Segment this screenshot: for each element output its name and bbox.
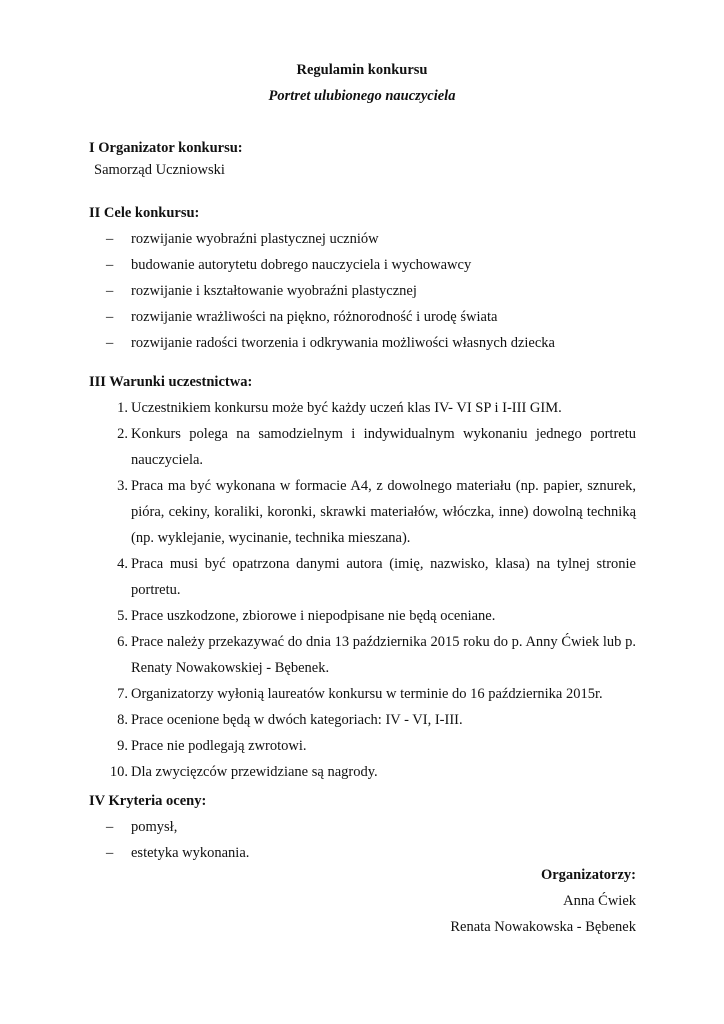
list-item bbox=[106, 759, 636, 785]
condition-text: Praca ma być wykonana w formacie A4, z dowolnego materiału (np. papier, sznurek, pióra, cekiny, koraliki, koronki, skrawki materiałów, włóczka, inne) dowolną techniką (np. wyklejanie, wycinanie, technika mieszana). bbox=[131, 478, 636, 546]
goal-text: rozwijanie wrażliwości na piękno, różnorodność i urodę świata bbox=[131, 309, 498, 325]
item-number: 1. bbox=[117, 400, 128, 416]
goal-text: rozwijanie radości tworzenia i odkrywania możliwości własnych dziecka bbox=[131, 335, 555, 351]
item-number: 9. bbox=[117, 738, 128, 754]
dash-bullet: – bbox=[106, 335, 114, 351]
organizer-name: Samorząd Uczniowski bbox=[94, 162, 225, 178]
dash-bullet: – bbox=[106, 231, 114, 247]
criteria-list bbox=[106, 817, 249, 869]
list-item bbox=[106, 629, 636, 681]
list-item bbox=[106, 229, 555, 255]
condition-text: Prace należy przekazywać do dnia 13 października 2015 roku do p. Anny Ćwiek lub p. Renaty Nowakowskiej - Bębenek. bbox=[131, 634, 636, 676]
criterion-text: estetyka wykonania. bbox=[131, 845, 250, 861]
section-conditions-heading: III Warunki uczestnictwa: bbox=[89, 374, 253, 390]
item-number: 2. bbox=[117, 426, 128, 442]
goal-text: rozwijanie i kształtowanie wyobraźni plastycznej bbox=[131, 283, 417, 299]
section-criteria-heading: IV Kryteria oceny: bbox=[89, 793, 207, 809]
organizer-signature-2: Renata Nowakowska - Bębenek bbox=[450, 919, 636, 935]
organizer-signature-1: Anna Ćwiek bbox=[563, 893, 636, 909]
list-item bbox=[106, 733, 636, 759]
list-item bbox=[106, 603, 636, 629]
list-item bbox=[106, 551, 636, 603]
dash-bullet: – bbox=[106, 845, 114, 861]
condition-text: Prace ocenione będą w dwóch kategoriach: IV - VI, I-III. bbox=[131, 712, 463, 728]
criterion-text: pomysł, bbox=[131, 819, 178, 835]
item-number: 3. bbox=[117, 478, 128, 494]
item-number: 6. bbox=[117, 634, 128, 650]
dash-bullet: – bbox=[106, 819, 114, 835]
condition-text: Konkurs polega na samodzielnym i indywidualnym wykonaniu jednego portretu nauczyciela. bbox=[131, 426, 636, 468]
list-item bbox=[106, 395, 636, 421]
conditions-list bbox=[106, 395, 636, 785]
list-item bbox=[106, 255, 555, 281]
condition-text: Organizatorzy wyłonią laureatów konkursu w terminie do 16 października 2015r. bbox=[131, 686, 603, 702]
list-item bbox=[106, 307, 555, 333]
condition-text: Prace nie podlegają zwrotowi. bbox=[131, 738, 307, 754]
condition-text: Uczestnikiem konkursu może być każdy uczeń klas IV- VI SP i I-III GIM. bbox=[131, 400, 562, 416]
item-number: 8. bbox=[117, 712, 128, 728]
list-item bbox=[106, 473, 636, 551]
section-goals-heading: II Cele konkursu: bbox=[89, 205, 200, 221]
item-number: 4. bbox=[117, 556, 128, 572]
item-number: 5. bbox=[117, 608, 128, 624]
item-number: 7. bbox=[117, 686, 128, 702]
list-item bbox=[106, 421, 636, 473]
condition-text: Dla zwycięzców przewidziane są nagrody. bbox=[131, 764, 378, 780]
goals-list bbox=[106, 229, 555, 359]
document-subtitle: Portret ulubionego nauczyciela bbox=[268, 88, 456, 104]
item-number: 10. bbox=[109, 764, 128, 780]
goal-text: rozwijanie wyobraźni plastycznej uczniów bbox=[131, 231, 379, 247]
list-item bbox=[106, 707, 636, 733]
dash-bullet: – bbox=[106, 283, 114, 299]
dash-bullet: – bbox=[106, 257, 114, 273]
list-item bbox=[106, 843, 249, 869]
document-title: Regulamin konkursu bbox=[296, 62, 428, 78]
list-item bbox=[106, 817, 249, 843]
goal-text: budowanie autorytetu dobrego nauczyciela i wychowawcy bbox=[131, 257, 472, 273]
organizers-label: Organizatorzy: bbox=[540, 867, 636, 883]
list-item bbox=[106, 281, 555, 307]
section-organizer-heading: I Organizator konkursu: bbox=[89, 140, 243, 156]
list-item bbox=[106, 681, 636, 707]
condition-text: Prace uszkodzone, zbiorowe i niepodpisane nie będą oceniane. bbox=[131, 608, 496, 624]
condition-text: Praca musi być opatrzona danymi autora (imię, nazwisko, klasa) na tylnej stronie portretu. bbox=[131, 556, 636, 598]
list-item bbox=[106, 333, 555, 359]
dash-bullet: – bbox=[106, 309, 114, 325]
